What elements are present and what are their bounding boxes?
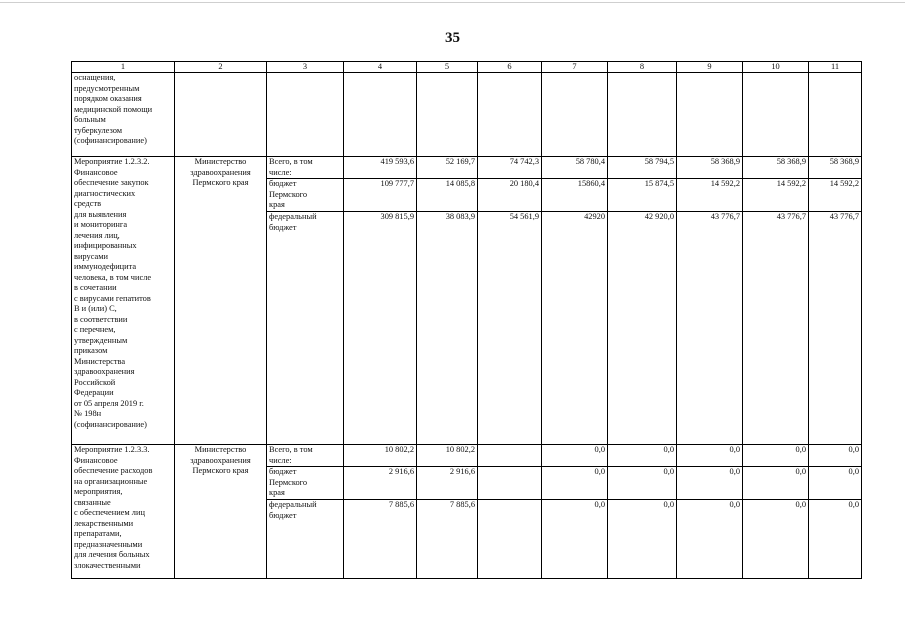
value-cell: 43 776,7	[809, 212, 862, 445]
value-cell: 10 802,2	[417, 445, 478, 467]
col-header-2: 2	[175, 62, 267, 73]
empty-cell	[677, 73, 743, 157]
value-cell: 58 368,9	[743, 157, 809, 179]
col-header-9: 9	[677, 62, 743, 73]
value-cell	[478, 467, 542, 500]
empty-cell	[417, 73, 478, 157]
value-cell	[478, 500, 542, 579]
value-cell: 0,0	[743, 467, 809, 500]
value-cell: 309 815,9	[344, 212, 417, 445]
value-cell: 10 802,2	[344, 445, 417, 467]
col-header-6: 6	[478, 62, 542, 73]
funding-source: бюджет Пермского края	[267, 179, 344, 212]
value-cell: 43 776,7	[743, 212, 809, 445]
value-cell: 0,0	[743, 445, 809, 467]
page-number: 35	[445, 30, 460, 46]
value-cell: 7 885,6	[417, 500, 478, 579]
value-cell: 0,0	[809, 500, 862, 579]
measure-1232-executor: Министерство здравоохранения Пермского края	[175, 157, 267, 445]
value-cell: 0,0	[809, 467, 862, 500]
empty-cell	[809, 73, 862, 157]
value-cell: 20 180,4	[478, 179, 542, 212]
column-number-row	[72, 62, 862, 73]
value-cell: 0,0	[542, 467, 608, 500]
funding-source: федеральный бюджет	[267, 212, 344, 445]
value-cell: 109 777,7	[344, 179, 417, 212]
continuation-row	[72, 73, 862, 157]
value-cell: 419 593,6	[344, 157, 417, 179]
value-cell: 74 742,3	[478, 157, 542, 179]
value-cell: 0,0	[542, 500, 608, 579]
value-cell	[478, 445, 542, 467]
value-cell: 7 885,6	[344, 500, 417, 579]
funding-source: Всего, в том числе:	[267, 157, 344, 179]
value-cell: 43 776,7	[677, 212, 743, 445]
value-cell: 2 916,6	[344, 467, 417, 500]
value-cell: 0,0	[608, 445, 677, 467]
measure-1232-total-row	[72, 157, 862, 179]
value-cell: 14 592,2	[743, 179, 809, 212]
empty-cell	[542, 73, 608, 157]
value-cell: 14 085,8	[417, 179, 478, 212]
empty-cell	[175, 73, 267, 157]
empty-cell	[743, 73, 809, 157]
value-cell: 52 169,7	[417, 157, 478, 179]
value-cell: 58 368,9	[809, 157, 862, 179]
value-cell: 58 780,4	[542, 157, 608, 179]
col-header-1: 1	[72, 62, 175, 73]
budget-table	[71, 61, 862, 579]
col-header-11: 11	[809, 62, 862, 73]
value-cell: 0,0	[809, 445, 862, 467]
empty-cell	[267, 73, 344, 157]
empty-cell	[344, 73, 417, 157]
measure-1233-name: Мероприятие 1.2.3.3. Финансовое обеспечение расходов на организационные мероприятия, связанные с обеспечением лиц лекарственными препаратами, предназначенными для лечения больных злокачественными	[72, 445, 175, 579]
scan-top-edge	[0, 2, 905, 3]
funding-source: федеральный бюджет	[267, 500, 344, 579]
col-header-10: 10	[743, 62, 809, 73]
value-cell: 0,0	[608, 500, 677, 579]
value-cell: 0,0	[542, 445, 608, 467]
value-cell: 58 794,5	[608, 157, 677, 179]
continuation-text: оснащения, предусмотренным порядком оказания медицинской помощи больным туберкулезом (софинансирование)	[72, 73, 175, 157]
value-cell: 58 368,9	[677, 157, 743, 179]
value-cell: 2 916,6	[417, 467, 478, 500]
value-cell: 15860,4	[542, 179, 608, 212]
col-header-5: 5	[417, 62, 478, 73]
funding-source: бюджет Пермского края	[267, 467, 344, 500]
value-cell: 42920	[542, 212, 608, 445]
measure-1233-executor: Министерство здравоохранения Пермского края	[175, 445, 267, 579]
funding-source: Всего, в том числе:	[267, 445, 344, 467]
value-cell: 14 592,2	[809, 179, 862, 212]
measure-1233-total-row	[72, 445, 862, 467]
empty-cell	[608, 73, 677, 157]
value-cell: 0,0	[677, 500, 743, 579]
empty-cell	[478, 73, 542, 157]
col-header-4: 4	[344, 62, 417, 73]
col-header-3: 3	[267, 62, 344, 73]
measure-1232-name: Мероприятие 1.2.3.2. Финансовое обеспечение закупок диагностических средств для выявления и мониторинга лечения лиц, инфицированных вирусами иммунодефицита человека, в том числе в сочетании с вирусами гепатитов В и (или) С, в соответствии с перечнем, утвержденным приказом Министерства здравоохранения Российской Федерации от 05 апреля 2019 г. № 198н (софинансирование)	[72, 157, 175, 445]
value-cell: 0,0	[677, 467, 743, 500]
col-header-8: 8	[608, 62, 677, 73]
value-cell: 38 083,9	[417, 212, 478, 445]
value-cell: 14 592,2	[677, 179, 743, 212]
value-cell: 15 874,5	[608, 179, 677, 212]
value-cell: 0,0	[743, 500, 809, 579]
value-cell: 0,0	[677, 445, 743, 467]
value-cell: 42 920,0	[608, 212, 677, 445]
value-cell: 54 561,9	[478, 212, 542, 445]
value-cell: 0,0	[608, 467, 677, 500]
col-header-7: 7	[542, 62, 608, 73]
